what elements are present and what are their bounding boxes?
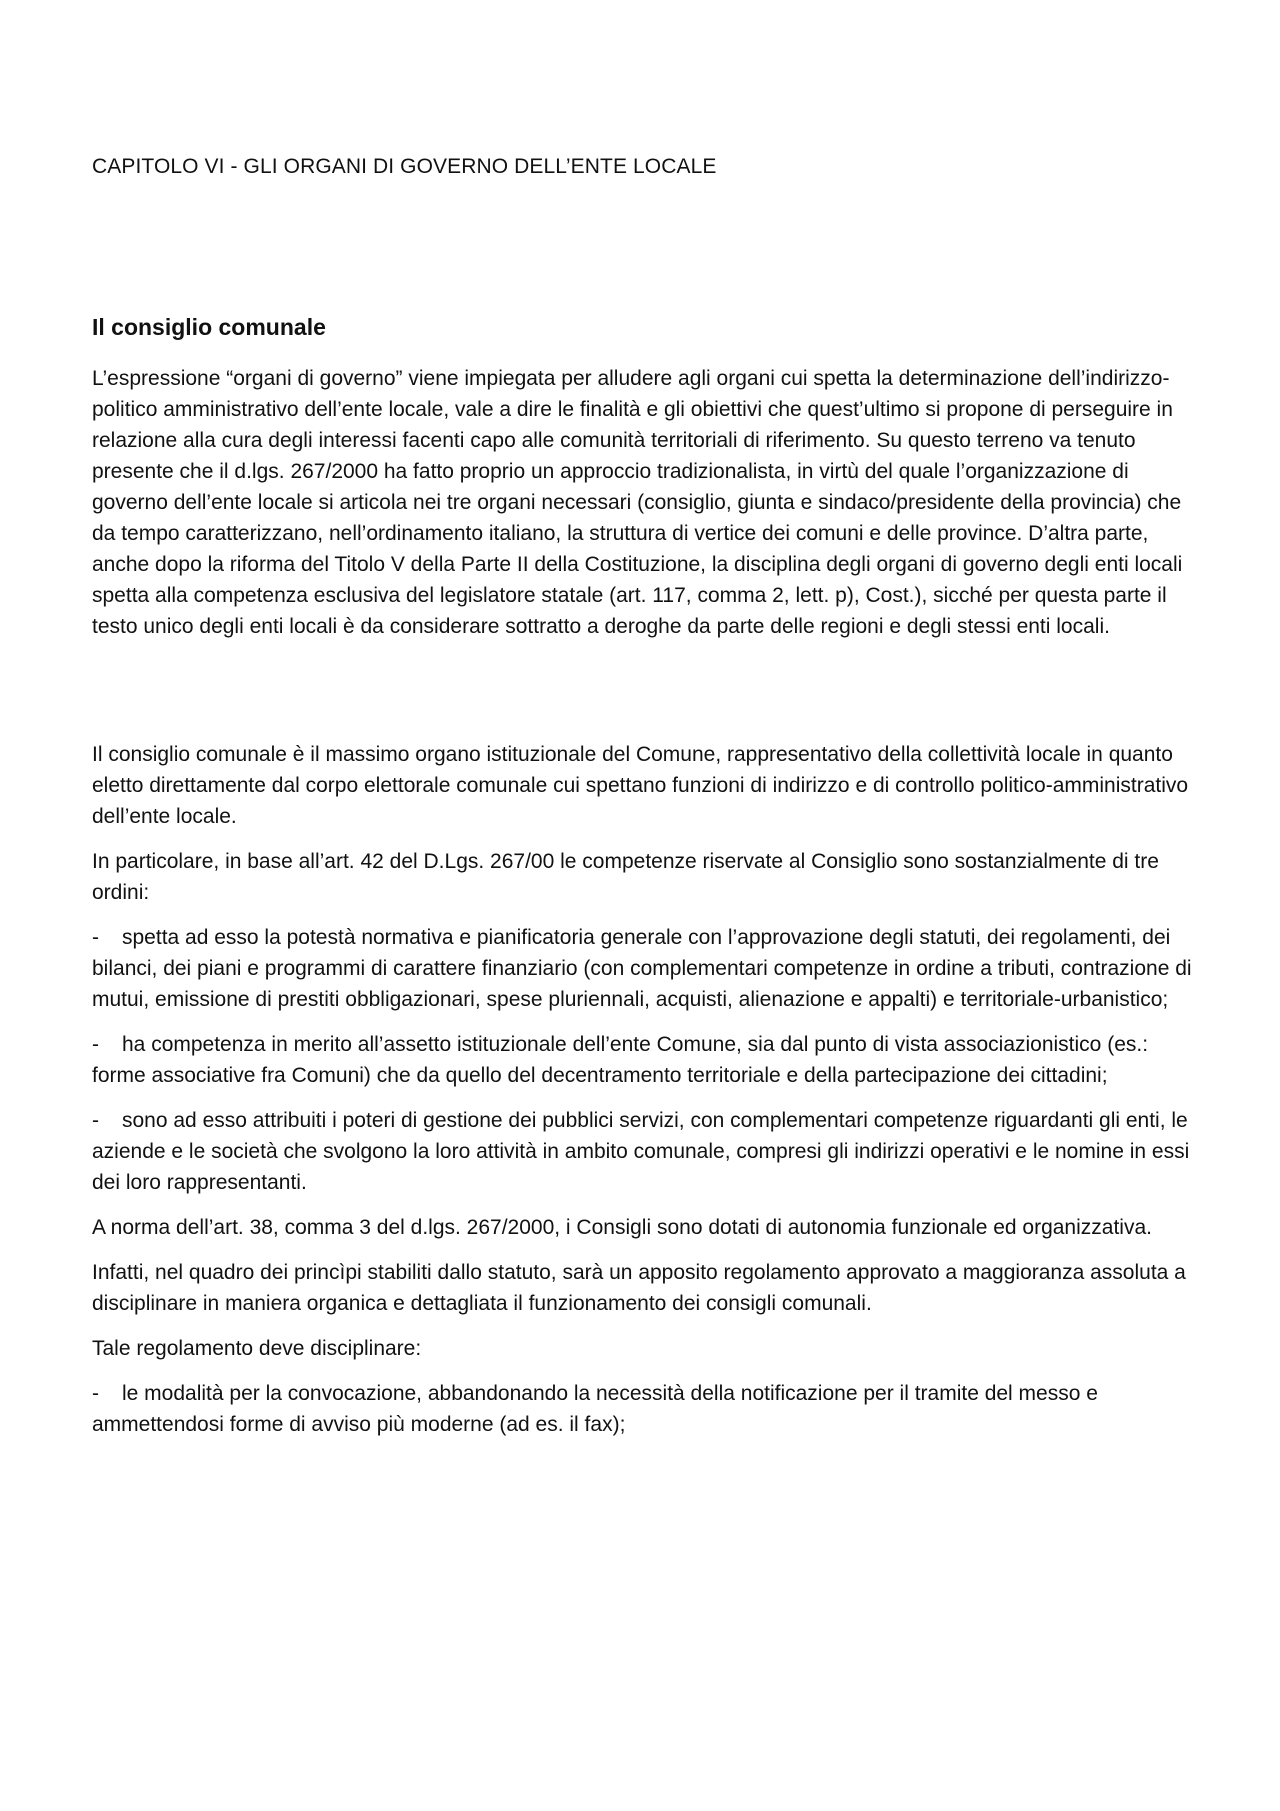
list-item-text: sono ad esso attribuiti i poteri di gestione dei pubblici servizi, con complementari competenze riguardanti gli enti, le aziende e le società che svolgono la loro attività in ambito comunale, compresi gli indirizzi operativi e le nomine in essi dei loro rappresentanti. [92, 1109, 1190, 1194]
section-title: Il consiglio comunale [92, 314, 326, 340]
list-item-text: le modalità per la convocazione, abbandonando la necessità della notificazione per il tramite del messo e ammettendosi forme di avviso più moderne (ad es. il fax); [92, 1382, 1098, 1436]
list-item [92, 1105, 1192, 1198]
paragraph-autonomy: A norma dell’art. 38, comma 3 del d.lgs. 267/2000, i Consigli sono dotati di autonomia funzionale ed organizzativa. [92, 1216, 1152, 1239]
list-marker: - [92, 1109, 99, 1132]
paragraph-regulation: Infatti, nel quadro dei princìpi stabiliti dallo statuto, sarà un apposito regolamento approvato a maggioranza assoluta a disciplinare in maniera organica e dettagliata il funzionamento dei consigli comunali. [92, 1261, 1186, 1315]
list-marker: - [92, 1033, 99, 1056]
paragraph-competences: In particolare, in base all’art. 42 del D.Lgs. 267/00 le competenze riservate al Consiglio sono sostanzialmente di tre ordini: [92, 850, 1159, 904]
list-marker: - [92, 926, 99, 949]
paragraph-intro: L’espressione “organi di governo” viene impiegata per alludere agli organi cui spetta la determinazione dell’indirizzo-politico amministrativo dell’ente locale, vale a dire le finalità e gli obiettivi che quest’ultimo si propone di perseguire in relazione alla cura degli interessi facenti capo alle comunità territoriali di riferimento. Su questo terreno va tenuto presente che il d.lgs. 267/2000 ha fatto proprio un approccio tradizionalista, in virtù del quale l’organizzazione di governo dell’ente locale si articola nei tre organi necessari (consiglio, giunta e sindaco/presidente della provincia) che da tempo caratterizzano, nell’ordinamento italiano, la struttura di vertice dei comuni e delle province. D’altra parte, anche dopo la riforma del Titolo V della Parte II della Costituzione, la disciplina degli organi di governo degli enti locali spetta alla competenza esclusiva del legislatore statale (art. 117, comma 2, lett. p), Cost.), sicché per questa parte il testo unico degli enti locali è da considerare sottratto a deroghe da parte delle regioni e degli stessi enti locali. [92, 367, 1183, 638]
list-item-text: ha competenza in merito all’assetto istituzionale dell’ente Comune, sia dal punto di vista associazionistico (es.: forme associative fra Comuni) che da quello del decentramento territoriale e della partecipazione dei cittadini; [92, 1033, 1149, 1087]
chapter-title: CAPITOLO VI - GLI ORGANI DI GOVERNO DELL’ENTE LOCALE [92, 155, 717, 178]
list-item-text: spetta ad esso la potestà normativa e pianificatoria generale con l’approvazione degli statuti, dei regolamenti, dei bilanci, dei piani e programmi di carattere finanziario (con complementari competenze in ordine a tributi, contrazione di mutui, emissione di prestiti obbligazionari, spese pluriennali, acquisti, alienazione e appalti) e territoriale-urbanistico; [92, 926, 1192, 1011]
list-item [92, 1378, 1192, 1440]
list-marker: - [92, 1382, 99, 1405]
paragraph-definition: Il consiglio comunale è il massimo organo istituzionale del Comune, rappresentativo della collettività locale in quanto eletto direttamente dal corpo elettorale comunale cui spettano funzioni di indirizzo e di controllo politico-amministrativo dell’ente locale. [92, 743, 1189, 828]
paragraph-regulation-scope: Tale regolamento deve disciplinare: [92, 1337, 422, 1360]
list-item [92, 922, 1192, 1015]
list-item [92, 1029, 1192, 1091]
body-text [92, 363, 1192, 1454]
